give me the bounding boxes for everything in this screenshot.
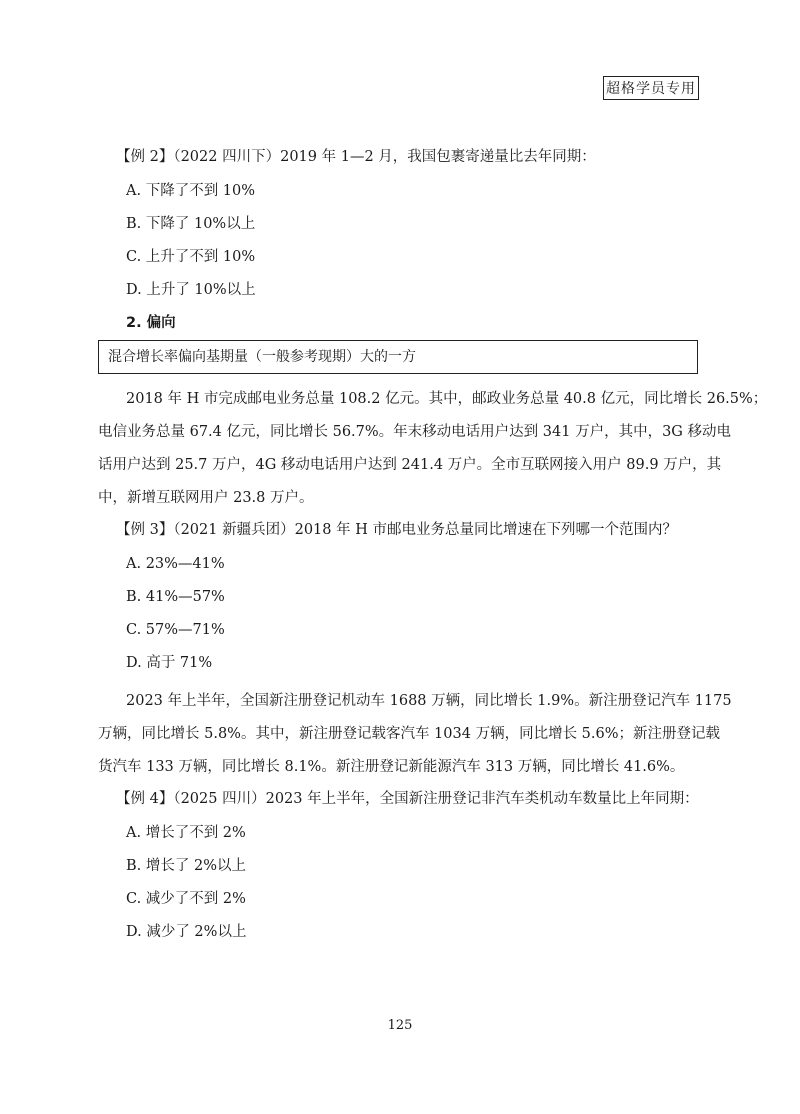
student-only-badge: 超格学员专用: [603, 76, 699, 100]
example-3-option-d: D. 高于 71%: [126, 655, 213, 671]
page-content: [98, 146, 768, 954]
example-4-option-a: A. 增长了不到 2%: [126, 825, 246, 841]
example-2-option-d: D. 上升了 10%以上: [126, 282, 256, 298]
material-1-paragraph: [98, 383, 768, 515]
example-4-option-d: D. 减少了 2%以上: [126, 924, 247, 940]
material-1-line: 电信业务总量 67.4 亿元，同比增长 56.7%。年末移动电话用户达到 341 万户，其中，3G 移动电: [98, 424, 731, 440]
material-2-line: 2023 年上半年，全国新注册登记机动车 1688 万辆，同比增长 1.9%。新注册登记汽车 1175: [126, 693, 732, 709]
section-heading: 2. 偏向: [126, 315, 176, 331]
example-4-option-b: B. 增长了 2%以上: [126, 858, 246, 874]
example-3-question: 【例 3】（2021 新疆兵团）2018 年 H 市邮电业务总量同比增速在下列哪一个范围内？: [116, 522, 677, 538]
example-3-option-a: A. 23%—41%: [126, 556, 225, 572]
example-2-option-a: A. 下降了不到 10%: [126, 183, 256, 199]
material-2-line: 万辆，同比增长 5.8%。其中，新注册登记载客汽车 1034 万辆，同比增长 5.6%；新注册登记载: [98, 726, 721, 742]
page-number: 125: [387, 1018, 413, 1033]
material-2-paragraph: [98, 685, 732, 784]
example-2-option-b: B. 下降了 10%以上: [126, 216, 256, 232]
example-3-option-b: B. 41%—57%: [126, 589, 225, 605]
example-2-question: 【例 2】（2022 四川下）2019 年 1—2 月，我国包裹寄递量比去年同期：: [116, 149, 596, 165]
material-1-line: 话用户达到 25.7 万户，4G 移动电话用户达到 241.4 万户。全市互联网接入用户 89.9 万户，其: [98, 457, 722, 473]
example-2-option-c: C. 上升了不到 10%: [126, 249, 256, 265]
rule-box: 混合增长率偏向基期量（一般参考现期）大的一方: [98, 340, 698, 374]
example-4-question: 【例 4】（2025 四川）2023 年上半年，全国新注册登记非汽车类机动车数量比上年同期：: [116, 791, 699, 807]
material-1-line: 2018 年 H 市完成邮电业务总量 108.2 亿元。其中，邮政业务总量 40.8 亿元，同比增长 26.5%；: [126, 391, 768, 407]
example-3-option-c: C. 57%—71%: [126, 622, 225, 638]
material-2-line: 货汽车 133 万辆，同比增长 8.1%。新注册登记新能源汽车 313 万辆，同比增长 41.6%。: [98, 759, 685, 775]
material-1-line: 中，新增互联网用户 23.8 万户。: [98, 490, 314, 506]
example-4-option-c: C. 减少了不到 2%: [126, 891, 246, 907]
